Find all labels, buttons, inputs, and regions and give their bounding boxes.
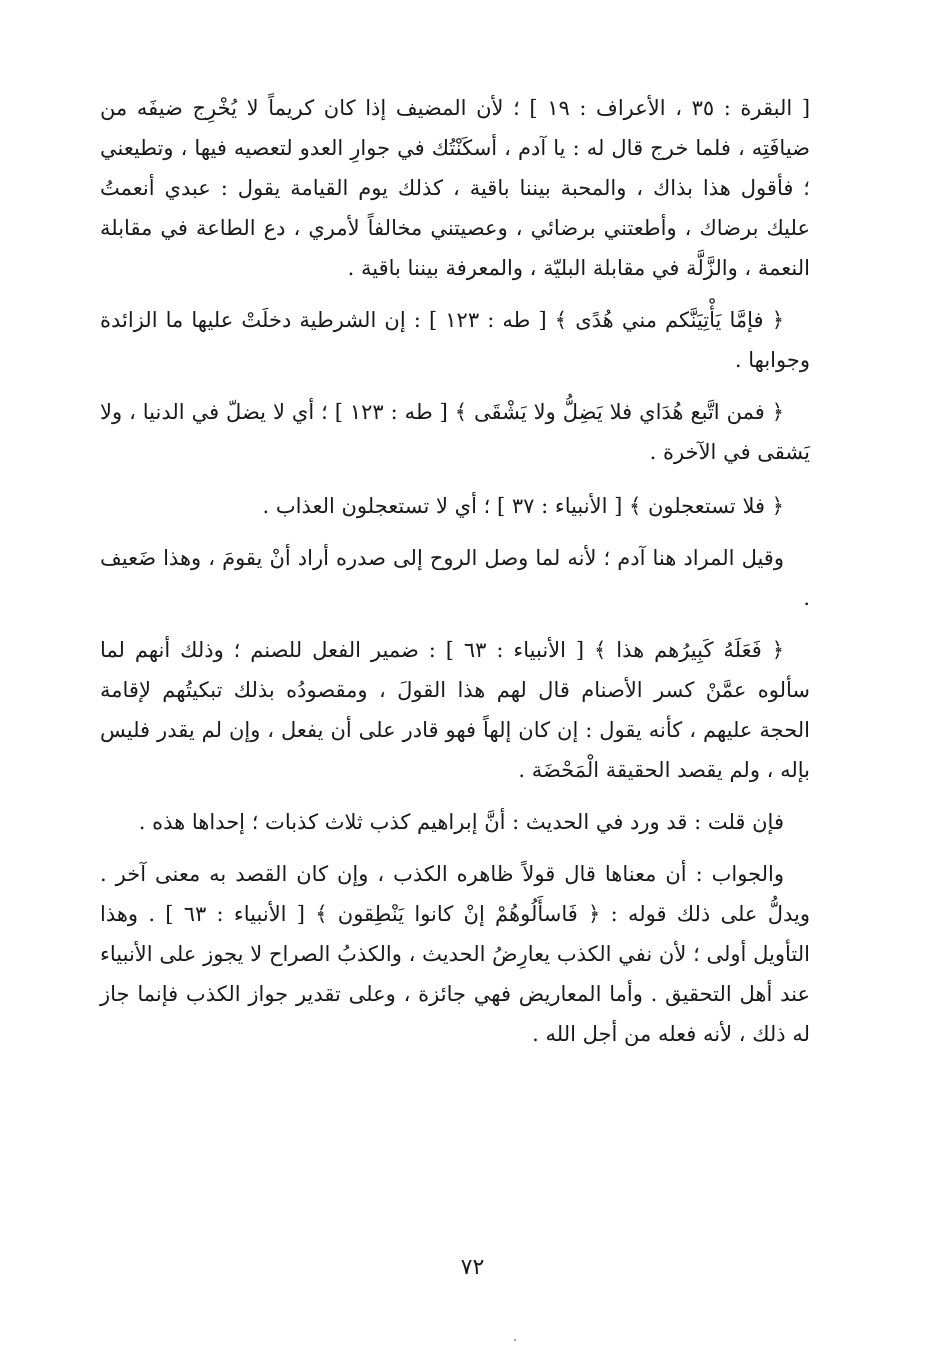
paragraph-5: وقيل المراد هنا آدم ؛ لأنه لما وصل الروح إلى صدره أراد أنْ يقومَ ، وهذا ضَعيف .	[100, 546, 810, 610]
paragraph-4: ﴿ فلا تستعجلون ﴾ [ الأنبياء : ٣٧ ] ؛ أي لا تستعجلون العذاب .	[262, 494, 784, 518]
paragraph-1: [ البقرة : ٣٥ ، الأعراف : ١٩ ] ؛ لأن المضيف إذا كان كريماً لا يُخْرِج ضيفَه من ضيافَتِه ، فلما خرج قال له : يا آدم ، أسكَنْتُك في جوارِ العدو لتعصيه فيها ، وتطيعني ؛ فأقول هذا بذاك ، والمحبة بيننا باقية ، كذلك يوم القيامة يقول : عبدي أنعمتُ عليك برضاك ، وأطعتني برضائي ، وعصيتني مخالفاً لأمري ، دع الطاعة في مقابلة النعمة ، والزَّلَّة في مقابلة البليّة ، والمعرفة بيننا باقية .	[100, 96, 811, 280]
paragraph-3: ﴿ فمن اتَّبع هُدَاي فلا يَضِلُّ ولا يَشْقَى ﴾ [ طه : ١٢٣ ] ؛ أي لا يضلّ في الدنيا ، ولا يَشقى في الآخرة .	[100, 400, 810, 464]
paragraph-2: ﴿ فإمَّا يَأْتِيَنَّكم مني هُدًى ﴾ [ طه : ١٢٣ ] : إن الشرطية دخلَتْ عليها ما الزائدة وجوابها .	[100, 308, 810, 372]
paragraph-7: فإن قلت : قد ورد في الحديث : أنَّ إبراهيم كذب ثلاث كذبات ؛ إحداها هذه .	[138, 810, 784, 834]
scan-speck	[514, 1339, 516, 1341]
paragraph-8: والجواب : أن معناها قال قولاً ظاهره الكذب ، وإن كان القصد به معنى آخر . ويدلُّ على ذلك قوله : ﴿ فَاسأَلُوهُمْ إنْ كانوا يَنْطِقون ﴾ [ الأنبياء : ٦٣ ] . وهذا التأويل أولى ؛ لأن نفي الكذب يعارِضُ الحديث ، والكذبُ الصراح لا يجوز على الأنبياء عند أهل التحقيق . وأما المعاريض فهي جائزة ، وعلى تقدير جواز الكذب فإنما جاز له ذلك ، لأنه فعله من أجل الله .	[100, 862, 810, 1046]
page-body	[100, 88, 810, 1054]
paragraph-6: ﴿ فَعَلَهُ كَبِيرُهم هذا ﴾ [ الأنبياء : ٦٣ ] : ضمير الفعل للصنم ؛ وذلك أنهم لما سألوه عمَّنْ كسر الأصنام قال لهم هذا القولَ ، ومقصودُه بذلك تبكيتُهم لإقامة الحجة عليهم ، كأنه يقول : إن كان إلهاً فهو قادر على أن يفعل ، وإن لم يقدر فليس بإله ، ولم يقصد الحقيقة الْمَحْضَة .	[100, 638, 810, 782]
page-number: ٧٢	[460, 1255, 485, 1280]
